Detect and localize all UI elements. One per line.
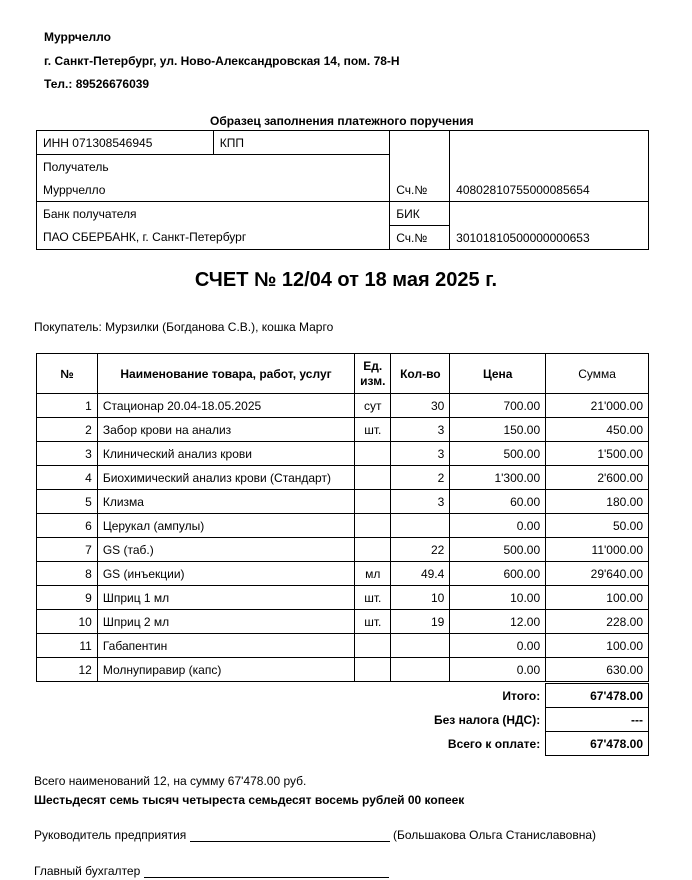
table-row	[37, 394, 649, 418]
header-unit-line2: изм.	[360, 373, 386, 388]
total-label: Итого:	[502, 688, 541, 703]
table-row	[37, 586, 649, 610]
row-sum: 100.00	[546, 586, 649, 610]
row-sum: 450.00	[546, 418, 649, 442]
header-name: Наименование товара, работ, услуг	[97, 354, 354, 394]
row-qty: 3	[391, 442, 450, 466]
row-name: GS (инъекции)	[97, 562, 354, 586]
row-num: 5	[37, 490, 98, 514]
row-unit	[355, 514, 391, 538]
header-qty: Кол-во	[391, 354, 450, 394]
inn-cell: ИНН 071308546945	[37, 131, 214, 155]
row-unit: шт.	[355, 586, 391, 610]
row-qty: 22	[391, 538, 450, 562]
row-name: Клизма	[97, 490, 354, 514]
row-unit: шт.	[355, 418, 391, 442]
header-unit	[355, 354, 391, 394]
total-value: 67'478.00	[546, 684, 649, 708]
pay-value: 67'478.00	[546, 732, 649, 756]
recipient-label: Получатель	[37, 155, 390, 179]
row-sum: 630.00	[546, 658, 649, 682]
header-num: №	[37, 354, 98, 394]
corr-account-label: Сч.№	[390, 226, 450, 250]
row-num: 9	[37, 586, 98, 610]
pay-label: Всего к оплате:	[447, 736, 541, 751]
row-qty: 49.4	[391, 562, 450, 586]
row-qty: 3	[391, 490, 450, 514]
row-name: Габапентин	[97, 634, 354, 658]
table-row	[37, 658, 649, 682]
row-name: GS (таб.)	[97, 538, 354, 562]
row-qty	[391, 514, 450, 538]
accountant-signature-line	[144, 877, 389, 878]
kpp-cell: КПП	[213, 131, 390, 155]
director-signature-line	[190, 841, 390, 842]
tax-label: Без налога (НДС):	[434, 712, 541, 727]
row-num: 3	[37, 442, 98, 466]
row-sum: 21'000.00	[546, 394, 649, 418]
table-row	[37, 538, 649, 562]
account-label-top	[390, 131, 450, 179]
account-number: 40802810755000085654	[450, 178, 649, 202]
director-signature	[34, 828, 596, 842]
recipient-name: Муррчелло	[37, 178, 390, 202]
row-sum: 180.00	[546, 490, 649, 514]
row-name: Шприц 2 мл	[97, 610, 354, 634]
bank-label: Банк получателя	[37, 202, 390, 226]
row-price: 1'300.00	[450, 466, 546, 490]
row-name: Забор крови на анализ	[97, 418, 354, 442]
row-name: Молнупиравир (капс)	[97, 658, 354, 682]
row-num: 11	[37, 634, 98, 658]
row-sum: 228.00	[546, 610, 649, 634]
row-price: 600.00	[450, 562, 546, 586]
row-price: 150.00	[450, 418, 546, 442]
row-price: 12.00	[450, 610, 546, 634]
account-label: Сч.№	[390, 178, 450, 202]
amount-words: Шестьдесят семь тысяч четыреста семьдесят восемь рублей 00 копеек	[34, 793, 465, 807]
row-num: 12	[37, 658, 98, 682]
summary: Всего наименований 12, на сумму 67'478.00 руб.	[34, 774, 307, 788]
row-sum: 29'640.00	[546, 562, 649, 586]
row-num: 2	[37, 418, 98, 442]
header-sum: Сумма	[546, 354, 649, 394]
row-unit	[355, 658, 391, 682]
row-price: 0.00	[450, 514, 546, 538]
row-num: 4	[37, 466, 98, 490]
row-qty	[391, 658, 450, 682]
tax-value: ---	[546, 708, 649, 732]
table-row	[37, 442, 649, 466]
account-number-top	[450, 131, 649, 179]
row-price: 0.00	[450, 658, 546, 682]
row-unit	[355, 466, 391, 490]
row-unit	[355, 490, 391, 514]
director-name: (Большакова Ольга Станиславовна)	[392, 828, 596, 842]
row-price: 700.00	[450, 394, 546, 418]
row-unit: сут	[355, 394, 391, 418]
row-qty: 10	[391, 586, 450, 610]
table-row	[37, 418, 649, 442]
row-unit: мл	[355, 562, 391, 586]
row-sum: 50.00	[546, 514, 649, 538]
accountant-label: Главный бухгалтер	[34, 864, 141, 878]
row-name: Церукал (ампулы)	[97, 514, 354, 538]
row-sum: 2'600.00	[546, 466, 649, 490]
row-qty: 30	[391, 394, 450, 418]
row-unit	[355, 634, 391, 658]
row-num: 10	[37, 610, 98, 634]
row-qty: 2	[391, 466, 450, 490]
row-price: 10.00	[450, 586, 546, 610]
row-qty	[391, 634, 450, 658]
totals-table	[429, 683, 649, 756]
items-table	[36, 353, 649, 682]
accountant-signature	[34, 864, 389, 878]
row-num: 8	[37, 562, 98, 586]
director-label: Руководитель предприятия	[34, 828, 187, 842]
row-name: Клинический анализ крови	[97, 442, 354, 466]
invoice-title: СЧЕТ № 12/04 от 18 мая 2025 г.	[194, 269, 498, 291]
payment-sample-title: Образец заполнения платежного поручения	[210, 114, 474, 128]
row-unit	[355, 538, 391, 562]
row-price: 60.00	[450, 490, 546, 514]
row-price: 500.00	[450, 442, 546, 466]
row-sum: 1'500.00	[546, 442, 649, 466]
bank-details-table	[36, 130, 649, 250]
company-phone: Тел.: 89526676039	[44, 77, 150, 91]
row-unit: шт.	[355, 610, 391, 634]
row-num: 7	[37, 538, 98, 562]
row-sum: 100.00	[546, 634, 649, 658]
row-num: 1	[37, 394, 98, 418]
table-row	[37, 610, 649, 634]
company-address: г. Санкт-Петербург, ул. Ново-Александровская 14, пом. 78-Н	[44, 54, 400, 68]
table-row	[37, 634, 649, 658]
row-qty: 19	[391, 610, 450, 634]
row-num: 6	[37, 514, 98, 538]
bik-label: БИК	[390, 202, 450, 226]
row-name: Биохимический анализ крови (Стандарт)	[97, 466, 354, 490]
bank-name: ПАО СБЕРБАНК, г. Санкт-Петербург	[37, 226, 390, 250]
table-row	[37, 562, 649, 586]
header-price: Цена	[450, 354, 546, 394]
row-price: 0.00	[450, 634, 546, 658]
buyer: Покупатель: Мурзилки (Богданова С.В.), кошка Марго	[34, 320, 334, 334]
header-unit-line1: Ед.	[363, 358, 383, 373]
table-row	[37, 514, 649, 538]
corr-account-number: 30101810500000000653	[456, 231, 590, 245]
row-name: Шприц 1 мл	[97, 586, 354, 610]
row-sum: 11'000.00	[546, 538, 649, 562]
table-row	[37, 490, 649, 514]
table-row	[37, 466, 649, 490]
row-price: 500.00	[450, 538, 546, 562]
company-name: Муррчелло	[44, 30, 111, 44]
row-unit	[355, 442, 391, 466]
row-qty: 3	[391, 418, 450, 442]
row-name: Стационар 20.04-18.05.2025	[97, 394, 354, 418]
bik-value	[450, 202, 649, 250]
